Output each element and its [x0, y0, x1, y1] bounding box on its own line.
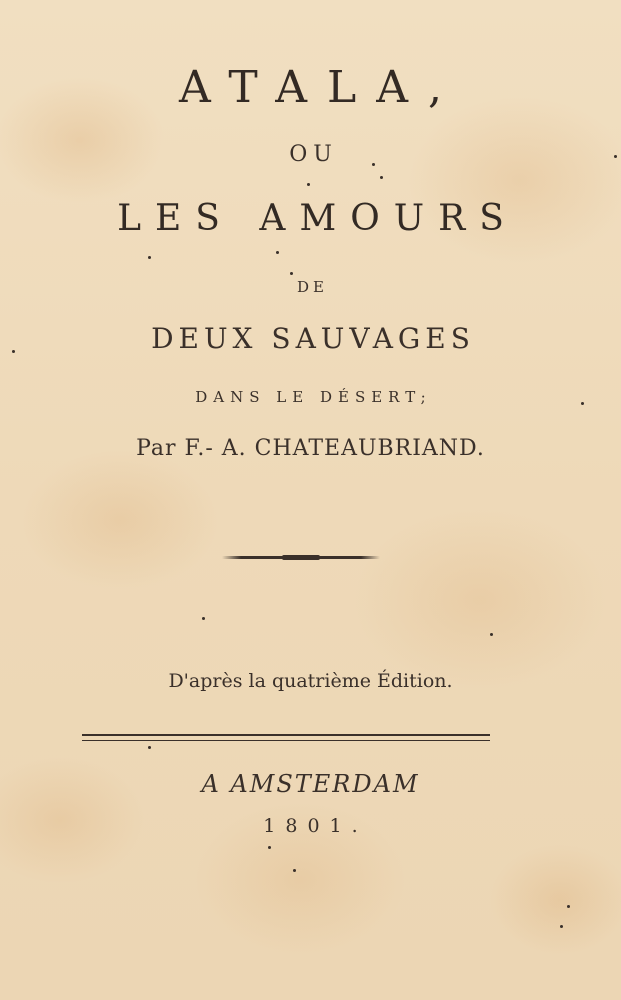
ornamental-rule	[222, 556, 380, 559]
ink-speck	[268, 846, 271, 849]
ink-speck	[490, 633, 493, 636]
subtitle-line-3: DEUX SAUVAGES	[151, 322, 475, 355]
ink-speck	[293, 869, 296, 872]
book-title: ATALA,	[178, 62, 463, 113]
ink-speck	[202, 617, 205, 620]
double-rule-top	[82, 734, 490, 736]
edition-note: D'après la quatrième Édition.	[168, 670, 453, 692]
ink-speck	[581, 402, 584, 405]
ink-speck	[276, 251, 279, 254]
double-rule	[82, 734, 490, 744]
subtitle-line-4: DANS LE DÉSERT;	[195, 388, 432, 406]
ink-speck	[567, 905, 570, 908]
subtitle-line-1: LES AMOURS	[117, 198, 518, 239]
author-line: Par F.- A. CHATEAUBRIAND.	[136, 436, 485, 461]
ink-speck	[12, 350, 15, 353]
ink-speck	[307, 183, 310, 186]
ink-speck	[290, 272, 293, 275]
ink-speck	[614, 155, 617, 158]
imprint-place: A AMSTERDAM	[201, 770, 420, 798]
ink-speck	[560, 925, 563, 928]
double-rule-bottom	[82, 740, 490, 741]
subtitle-line-2: DE	[297, 278, 328, 296]
ink-speck	[148, 746, 151, 749]
ink-speck	[148, 256, 151, 259]
imprint-year: 1801.	[263, 815, 368, 837]
title-conjunction: OU	[289, 142, 338, 167]
ink-speck	[372, 163, 375, 166]
ink-speck	[380, 176, 383, 179]
